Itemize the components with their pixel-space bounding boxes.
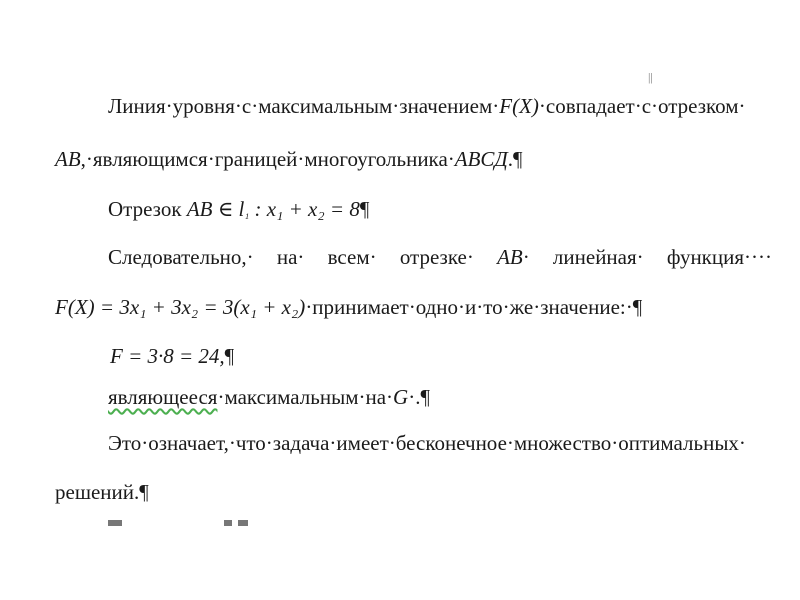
text-line-8 [108, 430, 746, 456]
text-line-9 [55, 479, 149, 505]
word: всем· [327, 245, 377, 269]
word: Следовательно,· [108, 245, 254, 269]
text-line-1 [108, 93, 756, 119]
formula-fx: F(X) [499, 94, 539, 118]
set-g: G [393, 385, 409, 409]
cropped-next-line [108, 520, 308, 526]
text-line-6 [110, 343, 234, 369]
paragraph-mark: .¶ [507, 147, 523, 171]
spellcheck-word: являющееся [108, 385, 218, 409]
word: функция···· [666, 245, 772, 269]
line3-label: Отрезок [108, 197, 187, 221]
paragraph-mark: ·.¶ [408, 385, 430, 409]
line1-text-a: Линия·уровня·с·максимальным·значением· [108, 94, 500, 118]
text-line-7 [108, 384, 430, 410]
formula-fx-expansion: F(X) = 3x₁ + 3x₂ = 3(x₁ + x₂) [55, 295, 306, 319]
word: на· [276, 245, 305, 269]
paragraph-mark: ¶ [224, 344, 235, 368]
text-line-3 [108, 196, 369, 226]
line5-text: ·принимает·одно·и·то·же·значение:·¶ [305, 295, 643, 319]
text-line-2 [55, 146, 523, 172]
word: линейная· [552, 245, 644, 269]
formatting-mark: || [648, 70, 653, 84]
line2-text: ,·являющимся·границей·многоугольника· [80, 147, 455, 171]
polygon-name: ABCД [454, 147, 508, 171]
formula-ab-in-l: AB ∈ l [186, 197, 245, 221]
word: отрезке· [399, 245, 474, 269]
formula-sum: : x₁ + x₂ = 8 [249, 197, 360, 221]
formula-f-value: F = 3·8 = 24, [110, 344, 225, 368]
line8-text: Это·означает,·что·задача·имеет·бесконечное·множество·оптимальных· [108, 431, 746, 455]
segment-ab: AB [497, 245, 523, 269]
segment-ab: AB [55, 147, 81, 171]
word: · [522, 245, 530, 269]
line1-text-c: ·совпадает·с·отрезком· [538, 94, 746, 118]
text-line-4 [108, 244, 772, 270]
text-line-5 [55, 294, 642, 320]
line9-text: решений.¶ [55, 480, 149, 504]
subscript-1: ₁ [244, 205, 250, 220]
line7-text: ·максимальным·на· [217, 385, 394, 409]
paragraph-mark: ¶ [359, 197, 370, 221]
